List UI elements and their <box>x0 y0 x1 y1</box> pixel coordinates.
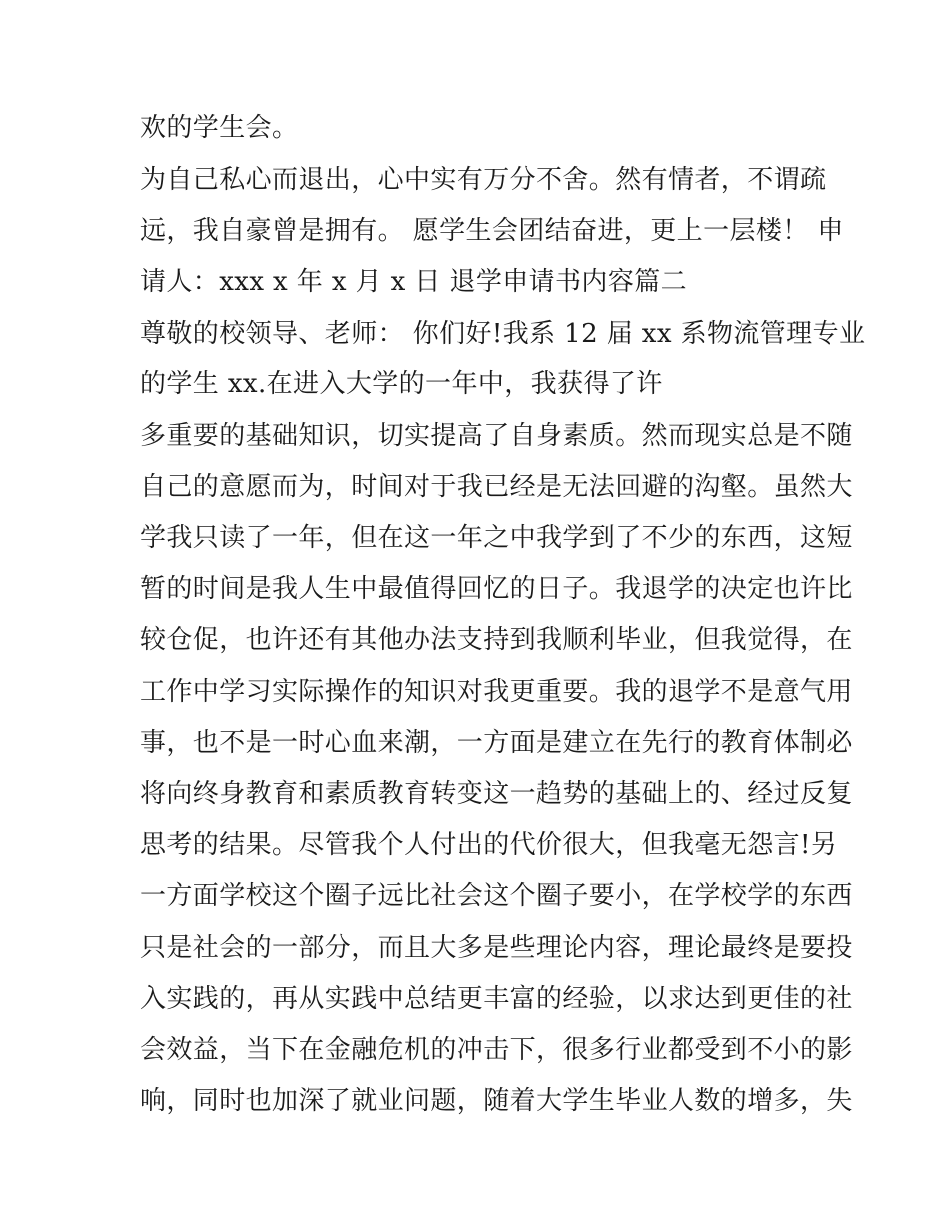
text-line: 一方面学校这个圈子远比社会这个圈子要小，在学校学的东西 <box>140 881 853 911</box>
text-line: 只是社会的一部分，而且大多是些理论内容，理论最终是要投 <box>140 933 853 963</box>
text-line: 工作中学习实际操作的知识对我更重要。我的退学不是意气用 <box>140 677 853 707</box>
text-line: 事，也不是一时心血来潮，一方面是建立在先行的教育体制必 <box>140 728 853 758</box>
text-line: 远，我自豪曾是拥有。 愿学生会团结奋进，更上一层楼！ 申 <box>140 216 844 246</box>
text-line: 将向终身教育和素质教育转变这一趋势的基础上的、经过反复 <box>140 779 853 809</box>
text-line: 多重要的基础知识，切实提高了自身素质。然而现实总是不随 <box>140 421 853 451</box>
text-line: 响，同时也加深了就业问题，随着大学生毕业人数的增多，失 <box>140 1086 853 1116</box>
text-line: 思考的结果。尽管我个人付出的代价很大，但我毫无怨言!另 <box>140 830 838 860</box>
text-line: 自己的意愿而为，时间对于我已经是无法回避的沟壑。虽然大 <box>140 472 853 502</box>
text-line: 暂的时间是我人生中最值得回忆的日子。我退学的决定也许比 <box>140 574 853 604</box>
text-line: 欢的学生会。 <box>140 113 299 143</box>
text-line: 请人：xxx x 年 x 月 x 日 退学申请书内容篇二 <box>140 267 688 297</box>
text-line: 入实践的，再从实践中总结更丰富的经验，以求达到更佳的社 <box>140 984 853 1014</box>
text-line: 尊敬的校领导、老师： 你们好!我系 12 届 xx 系物流管理专业 <box>140 319 866 349</box>
text-line: 为自己私心而退出，心中实有万分不舍。然有情者，不谓疏 <box>140 165 827 195</box>
text-line: 的学生 xx.在进入大学的一年中，我获得了许 <box>140 369 663 399</box>
text-line: 学我只读了一年，但在这一年之中我学到了不少的东西，这短 <box>140 523 853 553</box>
text-line: 较仓促，也许还有其他办法支持到我顺利毕业，但我觉得，在 <box>140 625 853 655</box>
text-line: 会效益，当下在金融危机的冲击下，很多行业都受到不小的影 <box>140 1035 853 1065</box>
